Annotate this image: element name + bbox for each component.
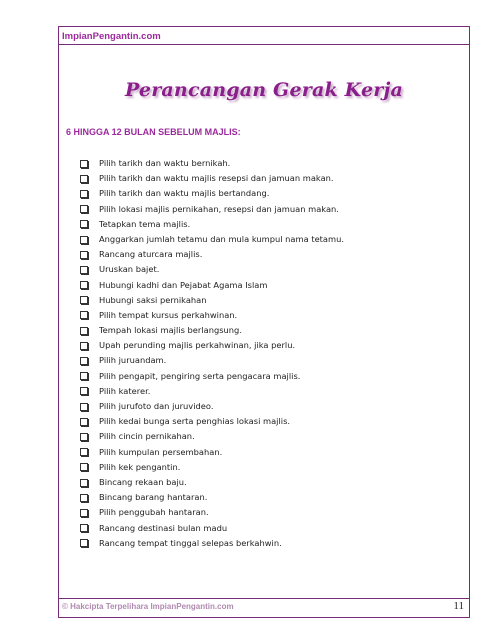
- checklist-item: [80, 186, 344, 201]
- checklist-item: [80, 156, 344, 171]
- checklist-item-label: Pilih tarikh dan waktu majlis bertandang.: [99, 188, 270, 199]
- checkbox-icon: [80, 524, 88, 532]
- checkbox-icon: [80, 251, 88, 259]
- checklist: [80, 156, 344, 551]
- checklist-item-label: Rancang tempat tinggal selepas berkahwin.: [99, 537, 282, 548]
- page-number: 11: [453, 600, 464, 612]
- checklist-item-label: Pilih tempat kursus perkahwinan.: [99, 309, 238, 320]
- checkbox-icon: [80, 387, 88, 395]
- checkbox-icon: [80, 296, 88, 304]
- checklist-item: [80, 232, 344, 247]
- checklist-item-label: Pilih lokasi majlis pernikahan, resepsi dan jamuan makan.: [99, 203, 339, 214]
- checkbox-icon: [80, 403, 88, 411]
- checkbox-icon: [80, 220, 88, 228]
- checkbox-icon: [80, 494, 88, 502]
- checklist-item-label: Pilih kek pengantin.: [99, 461, 181, 472]
- checklist-item: [80, 217, 344, 232]
- checklist-item-label: Pilih jurufoto dan juruvideo.: [99, 401, 214, 411]
- checklist-item-label: Pilih pengapit, pengiring serta pengacara majlis.: [99, 370, 301, 381]
- checkbox-icon: [80, 281, 88, 289]
- checkbox-icon: [80, 266, 88, 274]
- checkbox-icon: [80, 311, 88, 319]
- checkbox-icon: [80, 418, 88, 426]
- checklist-item-label: Rancang aturcara majlis.: [99, 249, 203, 260]
- footer-divider: [58, 598, 470, 599]
- checklist-item-label: Hubungi kadhi dan Pejabat Agama Islam: [99, 279, 268, 290]
- checklist-item: [80, 308, 344, 323]
- checkbox-icon: [80, 448, 88, 456]
- checkbox-icon: [80, 372, 88, 380]
- checklist-item-label: Hubungi saksi pernikahan: [99, 294, 207, 305]
- section-heading: 6 HINGGA 12 BULAN SEBELUM MAJLIS:: [66, 127, 241, 137]
- checklist-item: [80, 262, 344, 277]
- header-divider: [58, 44, 470, 45]
- checkbox-icon: [80, 357, 88, 365]
- header-site-name: ImpianPengantin.com: [62, 31, 161, 42]
- page-title: Perancangan Gerak Kerja: [124, 79, 404, 101]
- checklist-item: [80, 293, 344, 308]
- checkbox-icon: [80, 342, 88, 350]
- checklist-item-label: Anggarkan jumlah tetamu dan mula kumpul nama tetamu.: [99, 233, 344, 244]
- checkbox-icon: [80, 539, 88, 547]
- checklist-item: [80, 536, 344, 551]
- checklist-item: [80, 247, 344, 262]
- checklist-item: [80, 490, 344, 505]
- checklist-item-label: Bincang rekaan baju.: [99, 476, 187, 487]
- checklist-item: [80, 278, 344, 293]
- checkbox-icon: [80, 509, 88, 517]
- checklist-item: [80, 323, 344, 338]
- checkbox-icon: [80, 433, 88, 441]
- checklist-item: [80, 521, 344, 536]
- checklist-item: [80, 460, 344, 475]
- footer-copyright: © Hakcipta Terpelihara ImpianPengantin.com: [62, 602, 234, 611]
- checklist-item-label: Pilih katerer.: [99, 385, 151, 396]
- checklist-item-label: Pilih cincin pernikahan.: [99, 431, 195, 442]
- checkbox-icon: [80, 479, 88, 487]
- checklist-item: [80, 338, 344, 353]
- checklist-item: [80, 384, 344, 399]
- checkbox-icon: [80, 175, 88, 183]
- checkbox-icon: [80, 236, 88, 244]
- checklist-item-label: Pilih penggubah hantaran.: [99, 507, 209, 518]
- checkbox-icon: [80, 160, 88, 168]
- checklist-item-label: Tempah lokasi majlis berlangsung.: [99, 325, 242, 336]
- checklist-item-label: Bincang barang hantaran.: [99, 492, 208, 503]
- checklist-item: [80, 399, 344, 414]
- checkbox-icon: [80, 463, 88, 471]
- checklist-item-label: Pilih kumpulan persembahan.: [99, 446, 223, 457]
- checklist-item: [80, 475, 344, 490]
- checklist-item: [80, 171, 344, 186]
- checkbox-icon: [80, 205, 88, 213]
- checkbox-icon: [80, 190, 88, 198]
- checklist-item: [80, 429, 344, 444]
- checklist-item: [80, 414, 344, 429]
- checklist-item: [80, 445, 344, 460]
- checklist-item: [80, 202, 344, 217]
- checklist-item-label: Upah perunding majlis perkahwinan, jika perlu.: [99, 340, 296, 351]
- checklist-item-label: Pilih tarikh dan waktu bernikah.: [99, 158, 231, 168]
- checklist-item-label: Tetapkan tema majlis.: [99, 218, 191, 229]
- checklist-item-label: Pilih tarikh dan waktu majlis resepsi dan jamuan makan.: [99, 173, 334, 184]
- checklist-item-label: Rancang destinasi bulan madu: [99, 522, 228, 533]
- checkbox-icon: [80, 327, 88, 335]
- checklist-item: [80, 353, 344, 368]
- checklist-item-label: Uruskan bajet.: [99, 264, 160, 275]
- checklist-item: [80, 369, 344, 384]
- checklist-item-label: Pilih juruandam.: [99, 355, 167, 366]
- checklist-item: [80, 505, 344, 520]
- checklist-item-label: Pilih kedai bunga serta penghias lokasi majlis.: [99, 416, 291, 427]
